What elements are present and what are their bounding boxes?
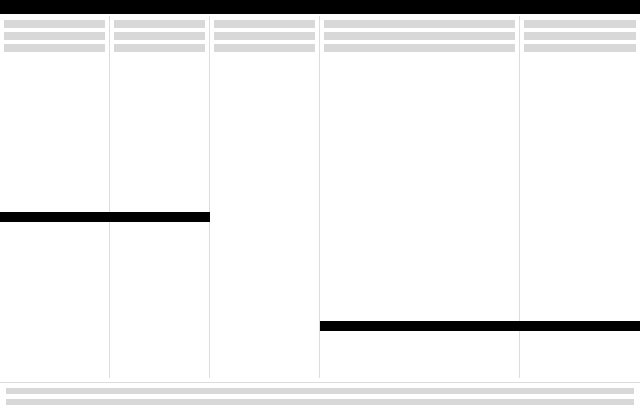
footer-line (6, 399, 634, 405)
text-column-3 (210, 16, 320, 378)
text-block (214, 44, 315, 52)
footer-line (6, 388, 634, 394)
text-block (114, 32, 205, 40)
text-block (114, 44, 205, 52)
section-band (0, 212, 210, 222)
text-block (324, 44, 515, 52)
text-column-2 (110, 16, 210, 378)
footer (0, 382, 640, 410)
text-block (214, 20, 315, 28)
text-block (4, 20, 105, 28)
text-block (524, 32, 636, 40)
text-column-1 (0, 16, 110, 378)
text-block (4, 32, 105, 40)
text-block (524, 44, 636, 52)
section-band (320, 321, 640, 331)
text-block (524, 20, 636, 28)
text-block (324, 20, 515, 28)
header-bar (0, 0, 640, 14)
text-block (4, 44, 105, 52)
text-block (214, 32, 315, 40)
text-block (324, 32, 515, 40)
text-block (114, 20, 205, 28)
